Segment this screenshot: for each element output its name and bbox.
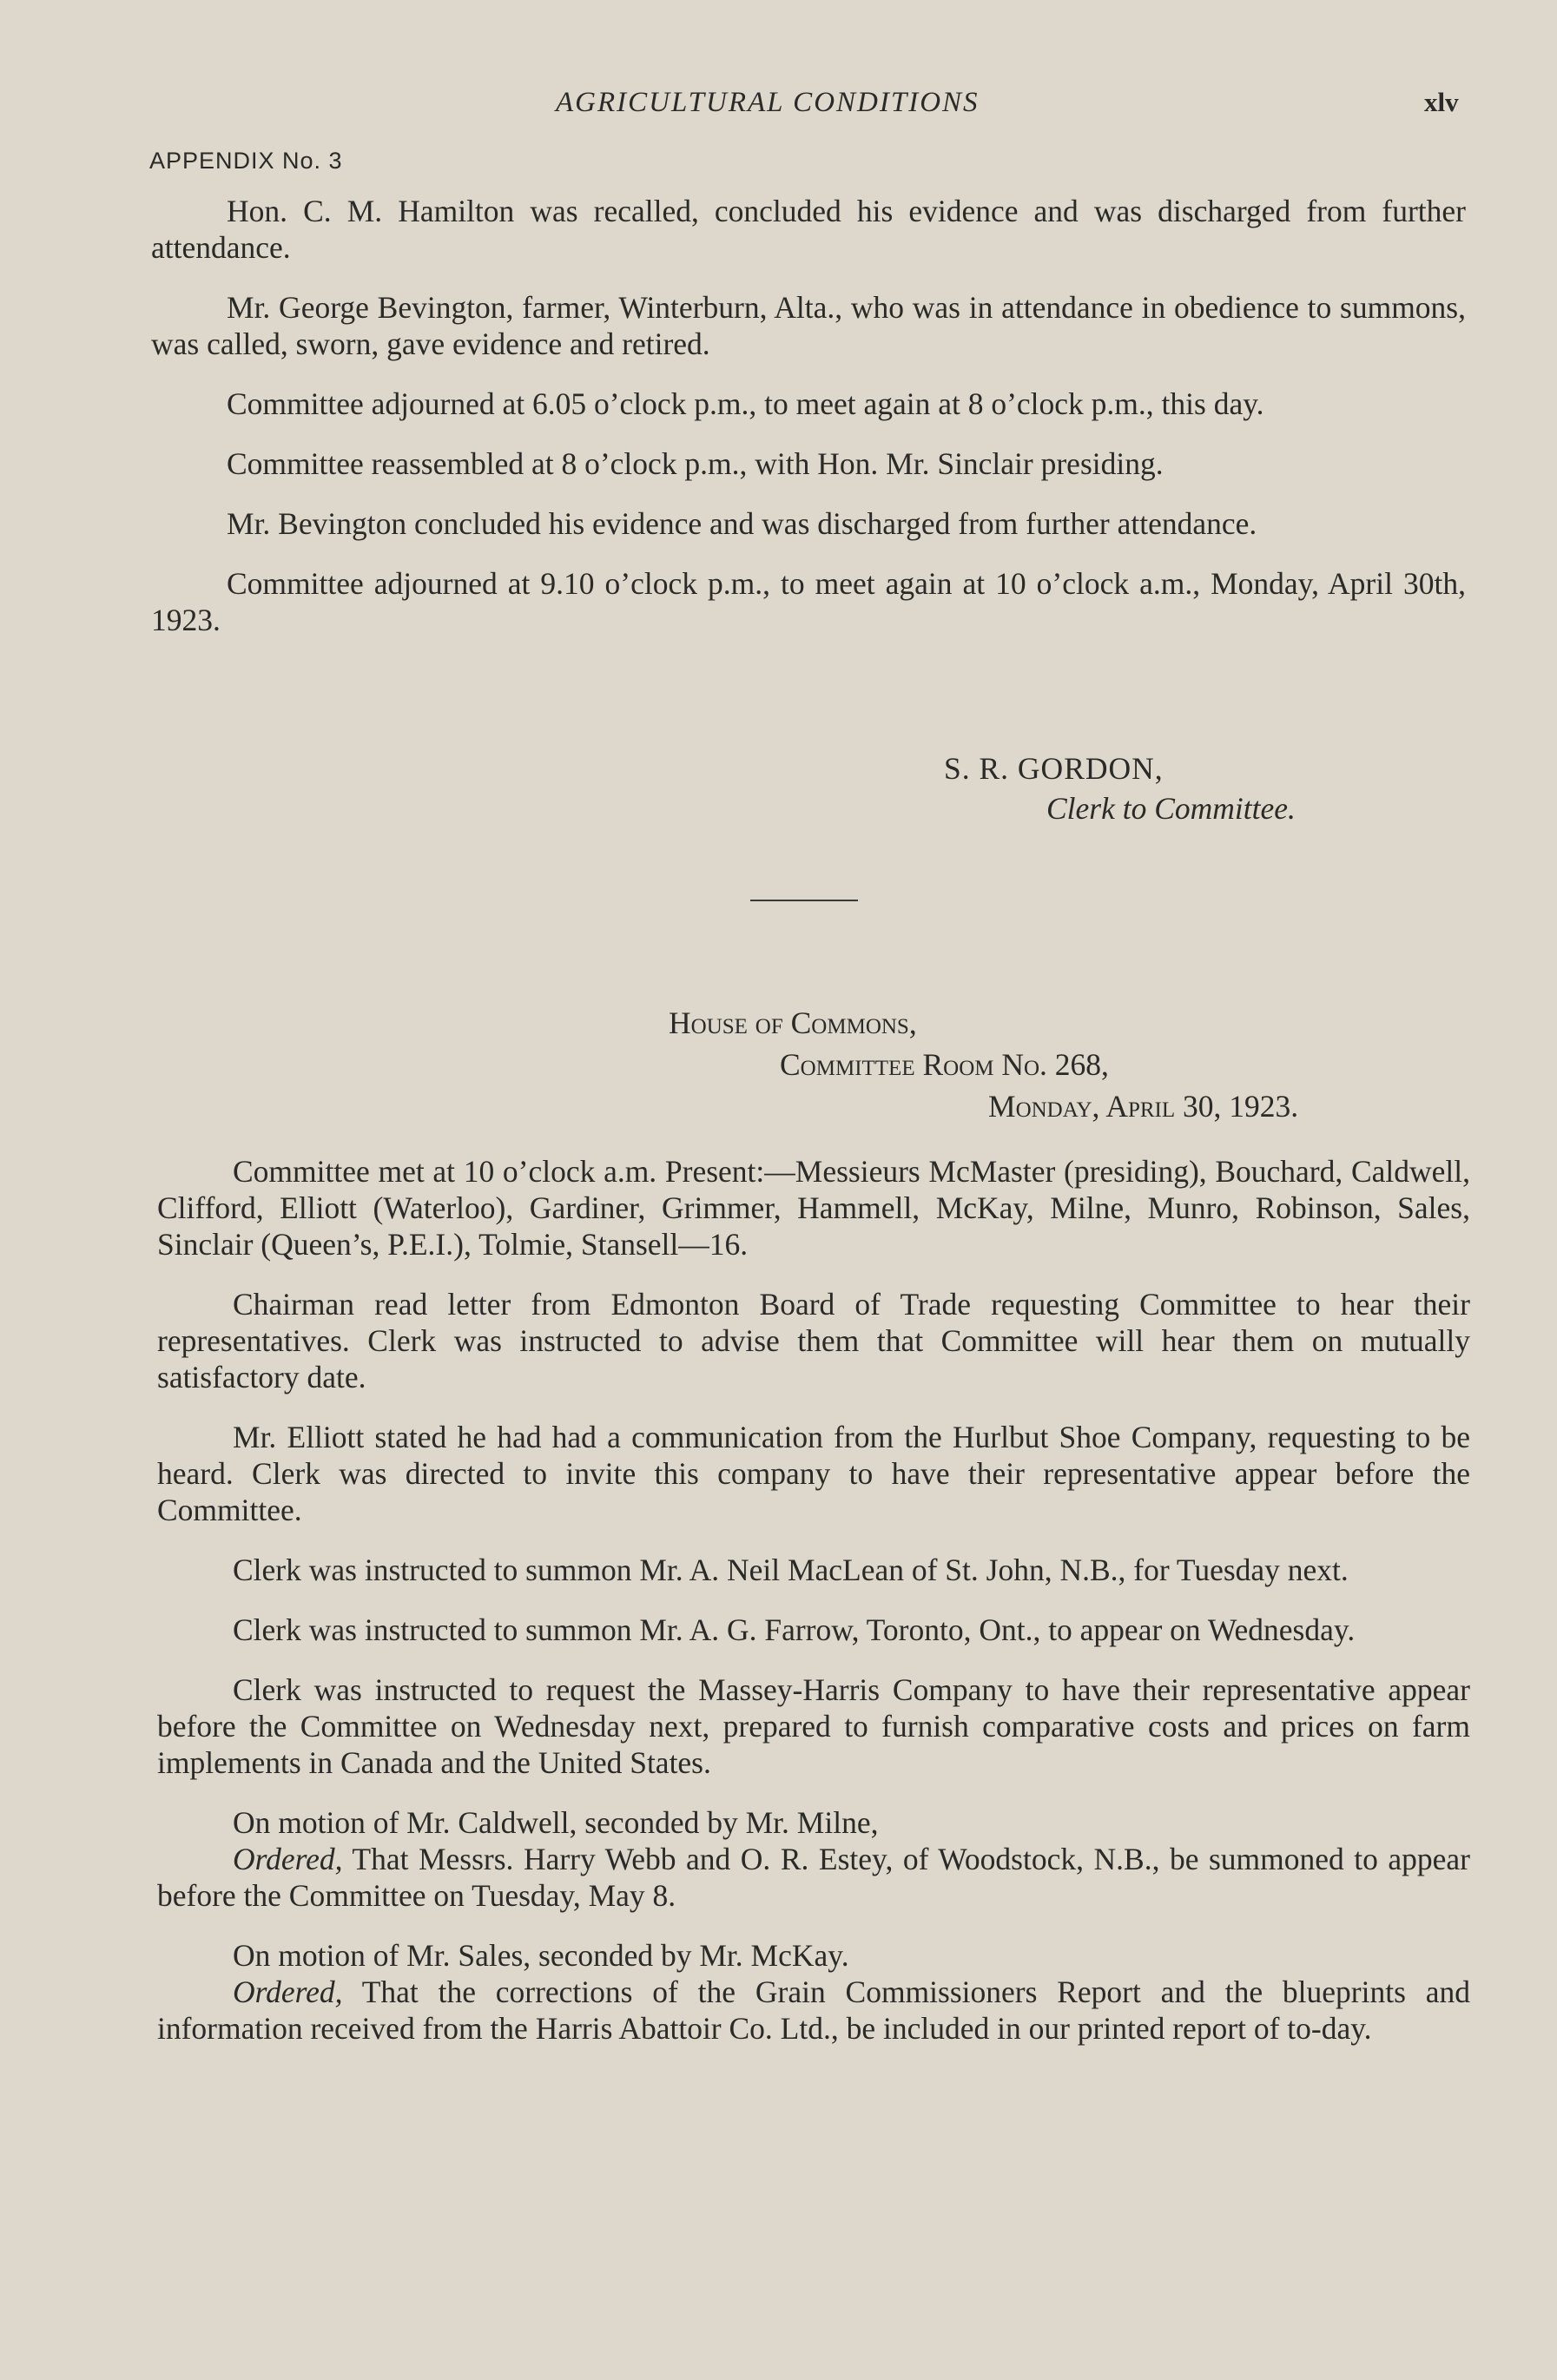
section2-body [157,1153,1470,2047]
section-divider [750,900,858,901]
ordered-paragraph [157,1841,1470,1914]
heading-room: Committee Room No. 268, [780,1047,1109,1082]
paragraph: Committee adjourned at 9.10 o’clock p.m., to meet again at 10 o’clock a.m., Monday, April 30th, 1923. [151,566,1466,637]
heading-date: Monday, April 30, 1923. [988,1089,1299,1124]
motion-line: On motion of Mr. Sales, seconded by Mr. McKay. [233,1938,849,1973]
signature-block [944,748,1296,828]
paragraph: Clerk was instructed to summon Mr. A. Neil MacLean of St. John, N.B., for Tuesday next. [233,1553,1349,1587]
page-number: xlv [1424,87,1459,117]
heading-house: House of Commons, [669,1005,917,1040]
paragraph: Clerk was instructed to summon Mr. A. G. Farrow, Toronto, Ont., to appear on Wednesday. [233,1612,1356,1647]
ordered-text: That the corrections of the Grain Commissioners Report and the blueprints and information received from the Harris Abattoir Co. Ltd., be included in our printed report of to-day. [157,1975,1470,2046]
paragraph: Hon. C. M. Hamilton was recalled, concluded his evidence and was discharged from further attendance. [151,194,1466,265]
paragraph: Chairman read letter from Edmonton Board of Trade requesting Committee to hear their representatives. Clerk was instructed to advise them that Committee will hear them on mutually satisfactory date. [157,1287,1470,1394]
ordered-label: Ordered, [233,1842,343,1876]
paragraph: Committee reassembled at 8 o’clock p.m., with Hon. Mr. Sinclair presiding. [227,446,1164,481]
paragraph: Mr. George Bevington, farmer, Winterburn, Alta., who was in attendance in obedience to summons, was called, sworn, gave evidence and retired. [151,290,1466,361]
appendix-label: APPENDIX No. 3 [149,148,343,174]
paragraph: Mr. Bevington concluded his evidence and was discharged from further attendance. [227,506,1257,541]
running-title: AGRICULTURAL CONDITIONS [556,87,980,118]
paragraph: Committee adjourned at 6.05 o’clock p.m., to meet again at 8 o’clock p.m., this day. [227,386,1264,421]
section1-body [151,193,1466,638]
paragraph: Mr. Elliott stated he had had a communication from the Hurlbut Shoe Company, requesting to be heard. Clerk was directed to invite this company to have their representative appear before the Committee. [157,1420,1470,1527]
paragraph: Committee met at 10 o’clock a.m. Present:—Messieurs McMaster (presiding), Bouchard, Caldwell, Clifford, Elliott (Waterloo), Gardiner, Grimmer, Hammell, McKay, Milne, Munro, Robinson, Sales, Sinclair (Queen’s, P.E.I.), Tolmie, Stansell—16. [157,1154,1470,1262]
ordered-label: Ordered, [233,1975,343,2009]
motion-line: On motion of Mr. Caldwell, seconded by Mr. Milne, [233,1805,879,1840]
ordered-text: That Messrs. Harry Webb and O. R. Estey, of Woodstock, N.B., be summoned to appear before the Committee on Tuesday, May 8. [157,1842,1470,1913]
paragraph: Clerk was instructed to request the Massey-Harris Company to have their representative appear before the Committee on Wednesday next, prepared to furnish comparative costs and prices on farm implements in Canada and the United States. [157,1672,1470,1780]
ordered-paragraph [157,1974,1470,2047]
signature-name: S. R. GORDON, [944,751,1164,786]
signature-title: Clerk to Committee. [1046,791,1296,826]
meeting-heading [669,1002,1298,1127]
